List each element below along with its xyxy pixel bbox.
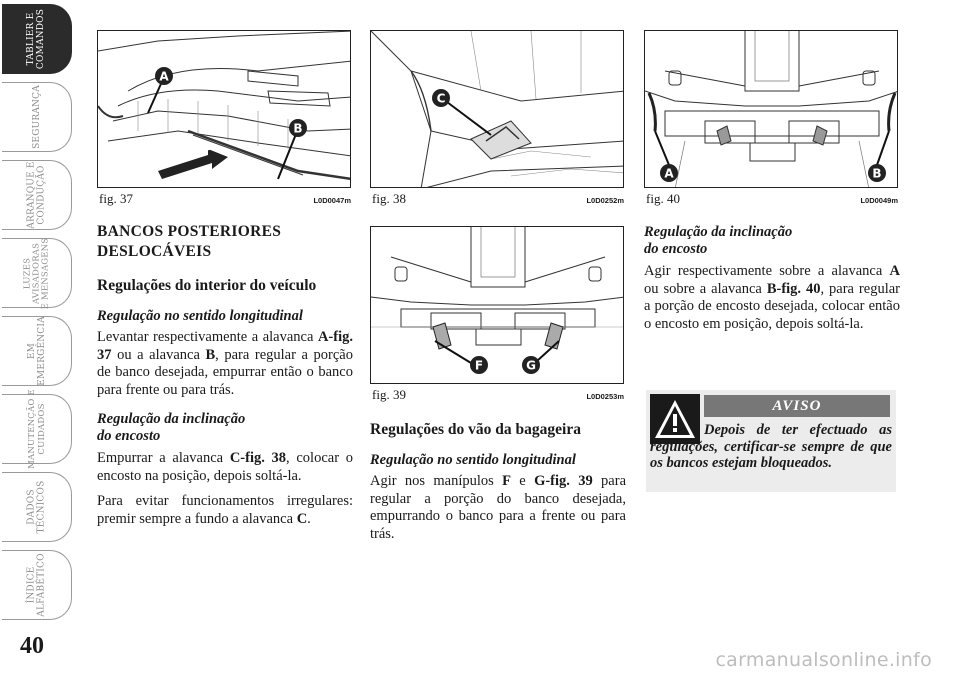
figure-code: L0D0047m [313, 196, 351, 205]
column-2 [370, 420, 626, 543]
warning-title: AVISO [704, 395, 890, 417]
tab-label: EM EMERGÊNCIA [26, 316, 47, 386]
tab-label: MANUTENÇÃO E CUIDADOS [26, 389, 47, 469]
figure-38 [370, 30, 624, 207]
figure-code: L0D0253m [586, 392, 624, 401]
paragraph: Agir nos manípulos F e G-fig. 39 para regular a porção do banco desejada, empurrando o banco para a frente ou para trás. [370, 473, 627, 542]
tab-label: LUZES AVISADORAS E MENSAGENS [22, 237, 51, 309]
tab-em-emergencia[interactable] [2, 316, 72, 386]
figure-label: fig. 37 [99, 191, 133, 206]
figure-label: fig. 38 [372, 191, 406, 206]
callout-c: C [436, 91, 446, 106]
callout-a: A [159, 69, 169, 84]
warning-box [646, 390, 896, 492]
tab-label: ÍNDICE ALFABÉTICO [26, 553, 47, 617]
figure-code: L0D0252m [586, 196, 624, 205]
tab-indice-alfabetico[interactable] [2, 550, 72, 620]
callout-f: F [474, 358, 484, 373]
column-3 [644, 224, 900, 333]
section-heading: BANCOS POSTERIORES DESLOCÁVEIS [97, 223, 282, 260]
tab-label: SEGURANÇA [31, 85, 42, 149]
paragraph-title: Regulação no sentido longitudinal [370, 452, 576, 468]
callout-b: B [293, 121, 303, 136]
paragraph-title: Regulação da inclinação do encosto [97, 411, 246, 444]
figure-37 [97, 30, 351, 207]
callout-g: G [526, 358, 536, 373]
chapter-tabs [0, 0, 74, 640]
subsection-heading: Regulações do vão da bagageira [370, 421, 581, 438]
tab-label: ARRANQUE E CONDUÇÃO [26, 161, 47, 229]
subsection-heading: Regulações do interior do veículo [97, 277, 317, 294]
figure-39 [370, 226, 624, 403]
figure-40-illustration [644, 30, 898, 188]
paragraph: Levantar respectivamente a alavanca A-fig. 37 ou a alavanca B, para regular a porção de banco desejada, empurrar então o banco para frente ou para trás. [97, 329, 353, 398]
paragraph-title: Regulação da inclinação do encosto [644, 224, 793, 257]
warning-text: Depois de ter efectuado as regulações, certificar-se sempre de que os bancos estejam bloqueados. [650, 422, 892, 471]
tab-arranque-e-conducao[interactable] [2, 160, 72, 230]
callout-a: A [664, 166, 674, 181]
tab-seguranca[interactable] [2, 82, 72, 152]
figure-label: fig. 40 [646, 191, 680, 206]
tab-dados-tecnicos[interactable] [2, 472, 72, 542]
paragraph: Para evitar funcionamentos irregulares: premir sempre a fundo a alavanca C. [97, 493, 353, 527]
paragraph: Agir respectivamente sobre a alavanca A ou sobre a alavanca B-fig. 40, para regular a porção de encosto desejada, colocar então o encosto em posição, depois soltá-la. [644, 263, 900, 332]
page-number: 40 [20, 633, 44, 659]
tab-tablier-e-comandos[interactable] [2, 4, 72, 74]
figure-38-illustration [370, 30, 624, 188]
tab-luzes-avisadoras[interactable] [2, 238, 72, 308]
callout-b: B [872, 166, 882, 181]
figure-39-illustration [370, 226, 624, 384]
paragraph-title: Regulação no sentido longitudinal [97, 308, 303, 324]
tab-label: TABLIER E COMANDOS [26, 8, 47, 70]
column-1 [97, 222, 353, 528]
figure-label: fig. 39 [372, 387, 406, 402]
figure-code: L0D0049m [860, 196, 898, 205]
tab-label: DADOS TÉCNICOS [26, 480, 47, 534]
tab-manutencao-e-cuidados[interactable] [2, 389, 72, 469]
figure-37-illustration [97, 30, 351, 188]
paragraph: Empurrar a alavanca C-fig. 38, colocar o encosto na posição, depois soltá-la. [97, 450, 353, 484]
watermark: carmanualsonline.info [715, 649, 932, 671]
figure-40 [644, 30, 898, 207]
